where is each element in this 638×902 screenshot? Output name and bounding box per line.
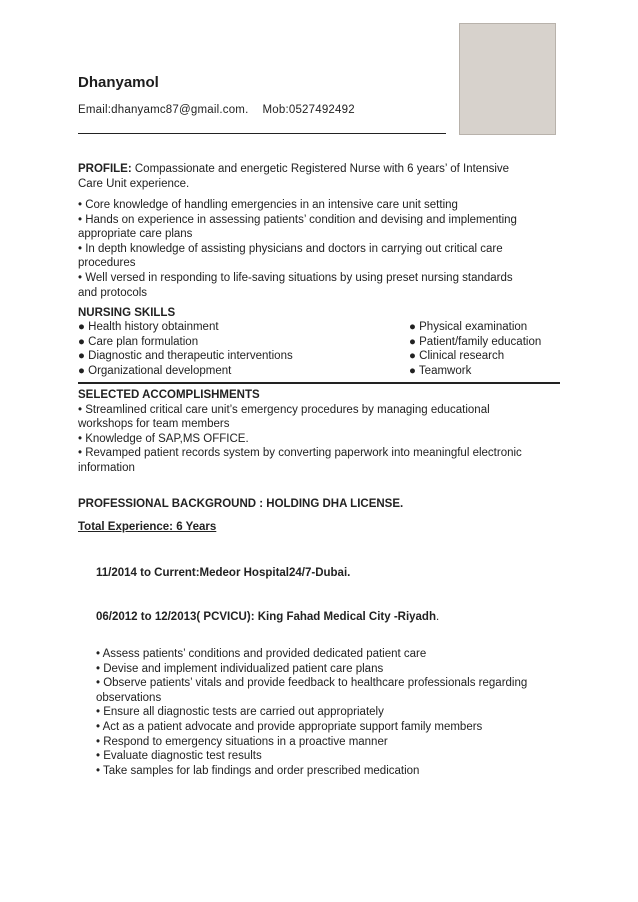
duty-item: • Take samples for lab findings and order prescribed medication	[96, 764, 420, 777]
accomplishments-title: SELECTED ACCOMPLISHMENTS	[78, 389, 260, 401]
duty-item: • Ensure all diagnostic tests are carried out appropriately	[96, 706, 384, 719]
profile-point: • Core knowledge of handling emergencies in an intensive care unit setting	[78, 199, 458, 211]
skills-divider	[78, 382, 560, 384]
profile-text-1: Compassionate and energetic Registered Nurse with 6 years’ of Intensive	[134, 163, 510, 175]
skill-item: ● Care plan formulation	[78, 335, 199, 348]
accomplishment-line: • Knowledge of SAP,MS OFFICE.	[78, 432, 249, 445]
candidate-name: Dhanyamol	[78, 74, 159, 91]
nursing-skills-left	[78, 320, 398, 378]
accomplishment-line: workshops for team members	[78, 418, 230, 431]
accomplishment-line: information	[78, 461, 135, 474]
duty-item: • Act as a patient advocate and provide appropriate support family members	[96, 720, 483, 733]
profile-points	[78, 198, 560, 300]
duty-item: observations	[96, 691, 162, 704]
email-text: Email:dhanyamc87@gmail.com.	[78, 104, 249, 116]
job-2-title	[96, 610, 439, 625]
profile-point: and protocols	[78, 286, 148, 299]
duty-item: • Devise and implement individualized patient care plans	[96, 662, 384, 675]
duty-item: • Observe patients’ vitals and provide feedback to healthcare professionals regarding	[96, 677, 528, 690]
candidate-photo-placeholder	[459, 23, 556, 135]
profile-line-2: Care Unit experience.	[78, 177, 190, 190]
skill-item: ● Patient/family education	[409, 335, 542, 348]
skill-item: ● Health history obtainment	[78, 321, 219, 333]
professional-background-heading: PROFESSIONAL BACKGROUND : HOLDING DHA LICENSE.	[78, 498, 404, 510]
profile-point: • In depth knowledge of assisting physicians and doctors in carrying out critical care	[78, 242, 503, 255]
profile-point: appropriate care plans	[78, 228, 193, 241]
duty-item: • Assess patients’ conditions and provided dedicated patient care	[96, 648, 427, 660]
skill-item: ● Organizational development	[78, 364, 232, 377]
profile-section	[78, 162, 560, 191]
accomplishment-line: • Revamped patient records system by converting paperwork into meaningful electronic	[78, 447, 522, 460]
accomplishment-line: • Streamlined critical care unit’s emergency procedures by managing educational	[78, 403, 490, 416]
profile-point: procedures	[78, 257, 136, 270]
accomplishments-section	[78, 388, 560, 476]
nursing-skills-list	[78, 320, 558, 378]
profile-line-1	[78, 162, 560, 177]
total-experience: Total Experience: 6 Years	[78, 521, 217, 533]
profile-label: PROFILE:	[78, 163, 132, 175]
nursing-skills-right	[409, 320, 569, 378]
duty-item: • Evaluate diagnostic test results	[96, 750, 262, 763]
job-1-title: 11/2014 to Current:Medeor Hospital24/7-Dubai.	[96, 567, 351, 579]
profile-point: • Well versed in responding to life-saving situations by using preset nursing standards	[78, 271, 513, 284]
skill-item: ● Physical examination	[409, 321, 528, 333]
skill-item: ● Diagnostic and therapeutic interventions	[78, 350, 293, 363]
contact-line	[78, 103, 355, 118]
duty-item: • Respond to emergency situations in a proactive manner	[96, 735, 388, 748]
skill-item: ● Teamwork	[409, 364, 472, 377]
duties-list	[96, 647, 560, 778]
profile-point: • Hands on experience in assessing patients’ condition and devising and implementing	[78, 213, 517, 226]
mobile-text: Mob:0527492492	[262, 104, 355, 116]
job-2-title-tail: .	[436, 611, 440, 623]
nursing-skills-title: NURSING SKILLS	[78, 307, 176, 319]
job-2-title-bold: 06/2012 to 12/2013( PCVICU): King Fahad Medical City -Riyadh	[96, 611, 436, 623]
header-divider	[78, 133, 446, 134]
skill-item: ● Clinical research	[409, 350, 505, 363]
